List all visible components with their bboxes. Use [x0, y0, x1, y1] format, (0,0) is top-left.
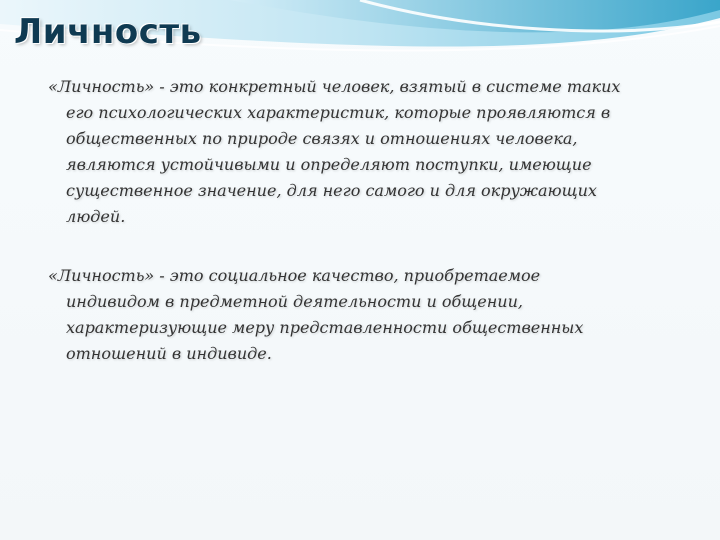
- slide-body: [48, 74, 638, 400]
- slide-title: Личность: [14, 12, 202, 52]
- definition-paragraph-1: «Личность» - это конкретный человек, взятый в системе таких его психологических характеристик, которые проявляются в общественных по природе связях и отношениях человека, являются устойчивыми и определяют поступки, имеющие существенное значение, для него самого и для окружающих людей.: [48, 77, 621, 226]
- definition-paragraph-2: «Личность» - это социальное качество, приобретаемое индивидом в предметной деятельности и общении, характеризующие меру представленности общественных отношений в индивиде.: [48, 266, 584, 363]
